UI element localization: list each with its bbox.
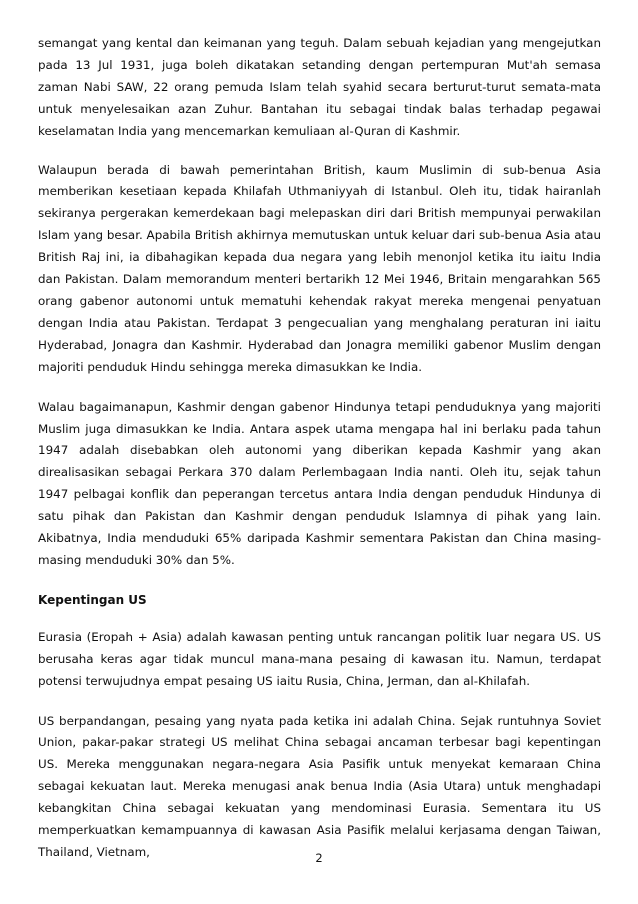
body-paragraph: Walau bagaimanapun, Kashmir dengan gabenor Hindunya tetapi penduduknya yang majoriti Muslim juga dimasukkan ke India. Antara aspek utama mengapa hal ini berlaku pada tahun 1947 adalah disebabkan oleh autonomi yang diberikan kepada Kashmir yang akan direalisasikan sebagai Perkara 370 dalam Perlembagaan India nanti. Oleh itu, sejak tahun 1947 pelbagai konflik dan peperangan tercetus antara India dengan penduduk Hindunya di satu pihak dan Pakistan dan Kashmir dengan penduduk Islamnya di pihak yang lain. Akibatnya, India menduduki 65% daripada Kashmir sementara Pakistan dan China masing-masing menduduki 30% dan 5%. xyxy=(38,399,601,567)
body-paragraph: semangat yang kental dan keimanan yang teguh. Dalam sebuah kejadian yang mengejutkan pada 13 Jul 1931, juga boleh dikatakan setanding dengan pertempuran Mut'ah semasa zaman Nabi SAW, 22 orang pemuda Islam telah syahid secara berturut-turut semata-mata untuk menyelesaikan azan Zuhur. Bantahan itu sebagai tindak balas terhadap pegawai keselamatan India yang mencemarkan kemuliaan al-Quran di Kashmir. xyxy=(38,36,601,138)
body-paragraph: US berpandangan, pesaing yang nyata pada ketika ini adalah China. Sejak runtuhnya Soviet Union, pakar-pakar strategi US melihat China sebagai ancaman terbesar bagi kepentingan US. Mereka menggunakan negara-negara Asia Pasifik untuk menyekat kemaraan China sebagai kekuatan laut. Mereka menugasi anak benua India (Asia Utara) untuk menghadapi kebangkitan China sebagai kekuatan yang mendominasi Eurasia. Sementara itu US memperkuatkan kemampuannya di kawasan Asia Pasifik melalui kerjasama dengan Taiwan, Thailand, Vietnam, xyxy=(38,713,601,859)
page-number: 2 xyxy=(315,851,323,865)
document-page xyxy=(38,33,601,882)
section-heading: Kepentingan US xyxy=(38,592,147,607)
body-paragraph: Eurasia (Eropah + Asia) adalah kawasan penting untuk rancangan politik luar negara US. US berusaha keras agar tidak muncul mana-mana pesaing di kawasan itu. Namun, terdapat potensi terwujudnya empat pesaing US iaitu Rusia, China, Jerman, dan al-Khilafah. xyxy=(38,629,601,688)
body-paragraph: Walaupun berada di bawah pemerintahan British, kaum Muslimin di sub-benua Asia memberikan kesetiaan kepada Khilafah Uthmaniyyah di Istanbul. Oleh itu, tidak hairanlah sekiranya pergerakan kemerdekaan bagi melepaskan diri dari British mempunyai perwakilan Islam yang besar. Apabila British akhirnya memutuskan untuk keluar dari sub-benua Asia atau British Raj ini, ia dibahagikan kepada dua negara yang lebih menonjol ketika itu iaitu India dan Pakistan. Dalam memorandum menteri bertarikh 12 Mei 1946, Britain mengarahkan 565 orang gabenor autonomi untuk mematuhi kehendak rakyat mereka mengenai penyatuan dengan India atau Pakistan. Terdapat 3 pengecualian yang menghalang peraturan ini iaitu Hyderabad, Jonagra dan Kashmir. Hyderabad dan Jonagra memiliki gabenor Muslim dengan majoriti penduduk Hindu sehingga mereka dimasukkan ke India. xyxy=(38,162,601,374)
